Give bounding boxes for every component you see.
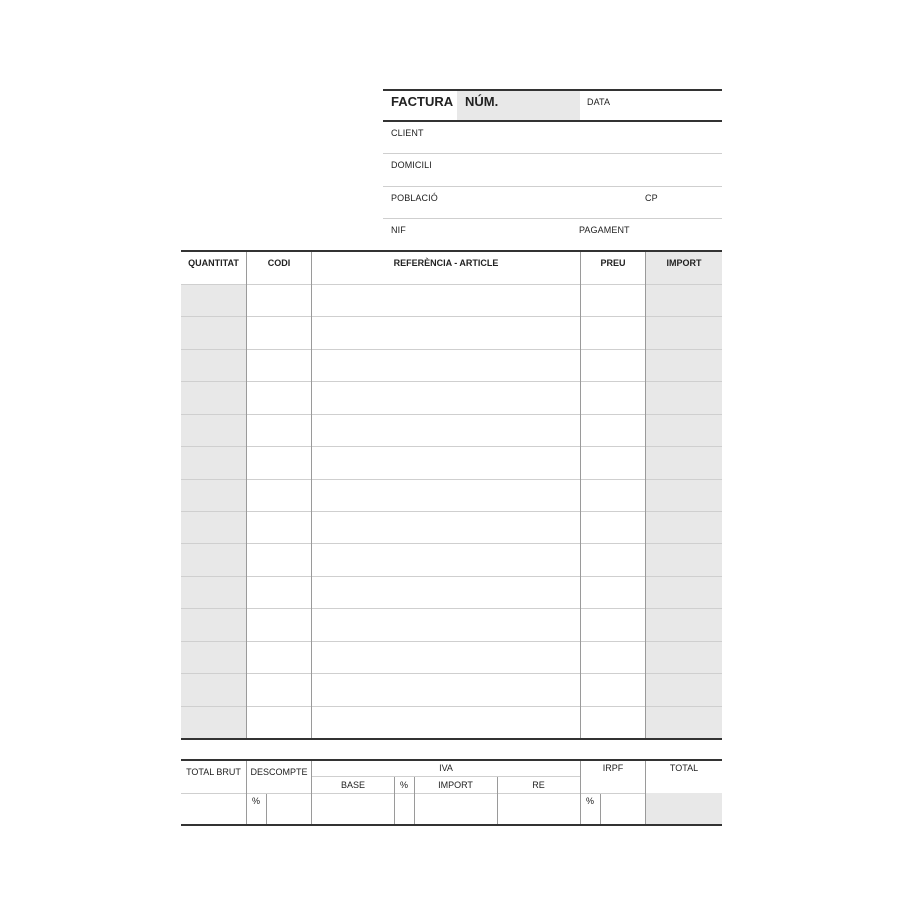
client-field-line[interactable]	[383, 153, 722, 154]
table-row[interactable]	[181, 284, 722, 316]
totals-divider	[394, 777, 395, 824]
col-divider	[246, 252, 247, 738]
vat-percent-label: %	[399, 780, 408, 790]
table-row[interactable]	[181, 511, 722, 543]
tax-id-label: NIF	[391, 225, 406, 235]
col-header-reference: REFERÈNCIA - ARTICLE	[393, 258, 499, 268]
vat-subheader-rule	[312, 776, 580, 777]
totals-divider	[414, 777, 415, 824]
table-row[interactable]	[181, 446, 722, 478]
vat-re-label: RE	[532, 780, 545, 790]
totals-divider	[600, 794, 601, 824]
table-row[interactable]	[181, 479, 722, 511]
totals-divider	[645, 761, 646, 824]
header-divider-rule	[383, 120, 722, 122]
irpf-percent-sign: %	[586, 796, 595, 806]
postcode-label: CP	[645, 193, 658, 203]
totals-divider	[266, 794, 267, 824]
table-row[interactable]	[181, 349, 722, 381]
table-row[interactable]	[181, 706, 722, 738]
table-row[interactable]	[181, 673, 722, 705]
totals-divider	[497, 777, 498, 824]
table-row[interactable]	[181, 543, 722, 575]
client-label: CLIENT	[391, 128, 424, 138]
table-row[interactable]	[181, 316, 722, 348]
table-row[interactable]	[181, 414, 722, 446]
total-label: TOTAL	[669, 763, 699, 773]
gross-total-label: TOTAL BRUT	[186, 767, 241, 777]
col-divider	[580, 252, 581, 738]
vat-label: IVA	[439, 763, 453, 773]
vat-import-label: IMPORT	[438, 780, 473, 790]
table-row[interactable]	[181, 641, 722, 673]
discount-label: DESCOMPTE	[250, 767, 308, 777]
table-row[interactable]	[181, 381, 722, 413]
total-value-shade	[646, 793, 722, 824]
table-row[interactable]	[181, 608, 722, 640]
table-row[interactable]	[181, 576, 722, 608]
col-header-code: CODI	[267, 258, 291, 268]
col-header-import: IMPORT	[666, 258, 702, 268]
totals-divider	[311, 761, 312, 824]
totals-divider	[246, 761, 247, 824]
col-divider	[645, 252, 646, 738]
col-header-quantity: QUANTITAT	[188, 258, 239, 268]
invoice-title: FACTURA	[391, 94, 454, 109]
items-bottom-rule	[181, 738, 722, 740]
col-header-price: PREU	[600, 258, 626, 268]
address-field-line[interactable]	[383, 186, 722, 187]
vat-base-label: BASE	[340, 780, 365, 790]
town-label: POBLACIÓ	[391, 193, 438, 203]
irpf-label: IRPF	[602, 763, 624, 773]
date-label: DATA	[587, 97, 611, 107]
items-top-rule	[181, 250, 722, 252]
col-divider	[311, 252, 312, 738]
town-field-line[interactable]	[383, 218, 722, 219]
payment-label: PAGAMENT	[579, 225, 630, 235]
totals-bottom-rule	[181, 824, 722, 826]
totals-top-rule	[181, 759, 722, 761]
totals-divider	[580, 761, 581, 824]
address-label: DOMICILI	[391, 160, 432, 170]
invoice-number-label: NÚM.	[465, 94, 499, 109]
discount-percent-sign: %	[252, 796, 261, 806]
